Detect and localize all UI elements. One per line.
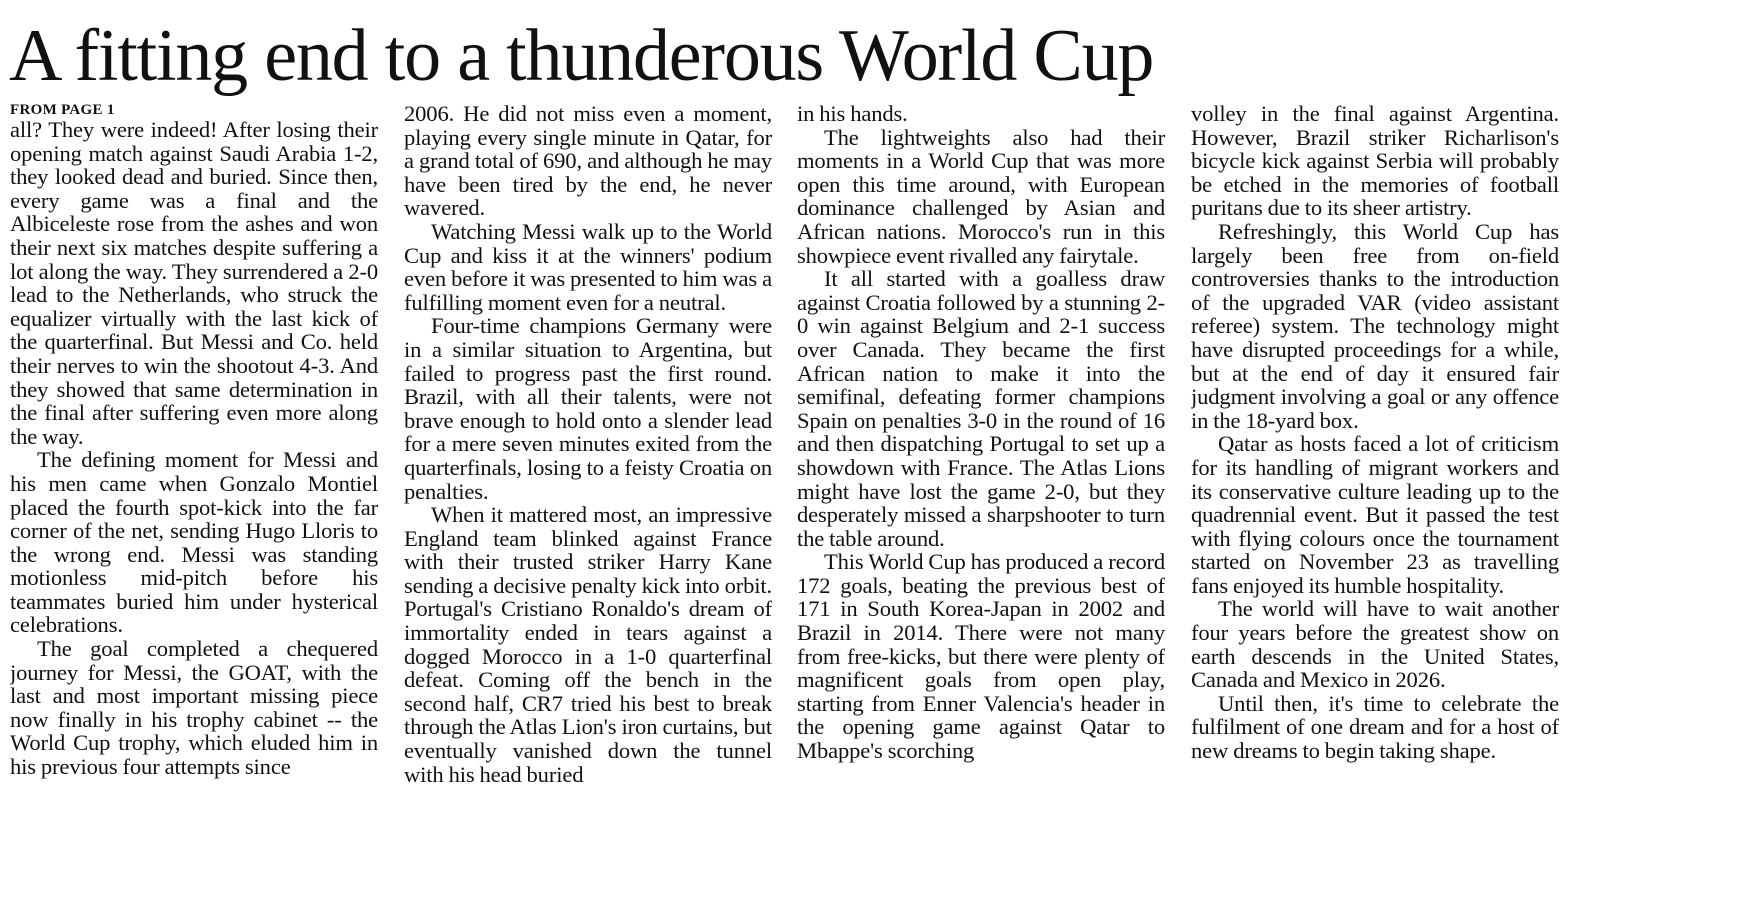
paragraph: The lightweights also had their moments in a World Cup that was more open this time around, with European dominance challenged by Asian and African nations. Morocco's run in this showpiece event rivalled any fairytale. <box>797 124 1165 268</box>
paragraph: When it mattered most, an impressive England team blinked against France with their trusted striker Harry Kane sending a decisive penalty kick into orbit. Portugal's Cristiano Ronaldo's dream of immortality ended in tears against a dogged Morocco in a 1-0 quarterfinal defeat. Coming off the bench in the second half, CR7 tried his best to break through the Atlas Lion's iron curtains, but eventually vanished down the tunnel with his head buried <box>404 502 772 787</box>
paragraph: The world will have to wait another four years before the greatest show on earth descends in the United States, Canada and Mexico in 2026. <box>1191 596 1559 693</box>
paragraph: The goal completed a chequered journey for Messi, the GOAT, with the last and most important missing piece now finally in his trophy cabinet -- the World Cup trophy, which eluded him in his previous four attempts since <box>10 636 378 780</box>
column-3 <box>797 102 1165 902</box>
paragraph: all? They were indeed! After losing their opening match against Saudi Arabia 1-2, they looked dead and buried. Since then, every game was a final and the Albiceleste rose from the ashes and won their next six matches despite suffering a lot along the way. They surrendered a 2-0 lead to the Netherlands, who struck the equalizer virtually with the last kick of the quarterfinal. But Messi and Co. held their nerves to win the shootout 4-3. And they showed that same determination in the final after suffering even more along the way. <box>10 117 378 449</box>
paragraph: Until then, it's time to celebrate the fulfilment of one dream and for a host of new dreams to begin taking shape. <box>1191 690 1559 764</box>
article-body <box>0 102 1744 902</box>
jump-label: FROM PAGE 1 <box>10 102 115 118</box>
headline: A fitting end to a thunderous World Cup <box>9 15 1154 97</box>
column-1 <box>10 102 378 902</box>
paragraph: It all started with a goalless draw against Croatia followed by a stunning 2-0 win against Belgium and 2-1 success over Canada. They became the first African nation to make it into the semifinal, defeating former champions Spain on penalties 3-0 in the round of 16 and then dispatching Portugal to set up a showdown with France. The Atlas Lions might have lost the game 2-0, but they desperately missed a sharpshooter to turn the table around. <box>797 266 1165 551</box>
paragraph: Watching Messi walk up to the World Cup and kiss it at the winners' podium even before it was presented to him was a fulfilling moment even for a neutral. <box>404 218 772 315</box>
column-2 <box>404 102 772 902</box>
paragraph: This World Cup has produced a record 172 goals, beating the previous best of 171 in South Korea-Japan in 2002 and Brazil in 2014. There were not many from free-kicks, but there were plenty of magnificent goals from open play, starting from Enner Valencia's header in the opening game against Qatar to Mbappe's scorching <box>797 549 1165 764</box>
paragraph: volley in the final against Argentina. However, Brazil striker Richarlison's bicycle kick against Serbia will probably be etched in the memories of football puritans due to its sheer artistry. <box>1191 102 1559 221</box>
paragraph: Qatar as hosts faced a lot of criticism for its handling of migrant workers and its conservative culture leading up to the quadrennial event. But it passed the test with flying colours once the tournament started on November 23 as travelling fans enjoyed its humble hospitality. <box>1191 431 1559 598</box>
paragraph: The defining moment for Messi and his men came when Gonzalo Montiel placed the fourth spot-kick into the far corner of the net, sending Hugo Lloris to the wrong end. Messi was standing motionless mid-pitch before his teammates buried him under hysterical celebrations. <box>10 447 378 638</box>
paragraph: Refreshingly, this World Cup has largely been free from on-field controversies thanks to the introduction of the upgraded VAR (video assistant referee) system. The technology might have disrupted proceedings for a while, but at the end of day it ensured fair judgment involving a goal or any offence in the 18-yard box. <box>1191 218 1559 433</box>
paragraph: 2006. He did not miss even a moment, playing every single minute in Qatar, for a grand total of 690, and although he may have been tired by the end, he never wavered. <box>404 102 772 221</box>
column-4 <box>1191 102 1559 902</box>
paragraph: Four-time champions Germany were in a similar situation to Argentina, but failed to progress past the first round. Brazil, with all their talents, were not brave enough to hold onto a slender lead for a mere seven minutes exited from the quarterfinals, losing to a feisty Croatia on penalties. <box>404 313 772 504</box>
paragraph: in his hands. <box>797 102 908 126</box>
